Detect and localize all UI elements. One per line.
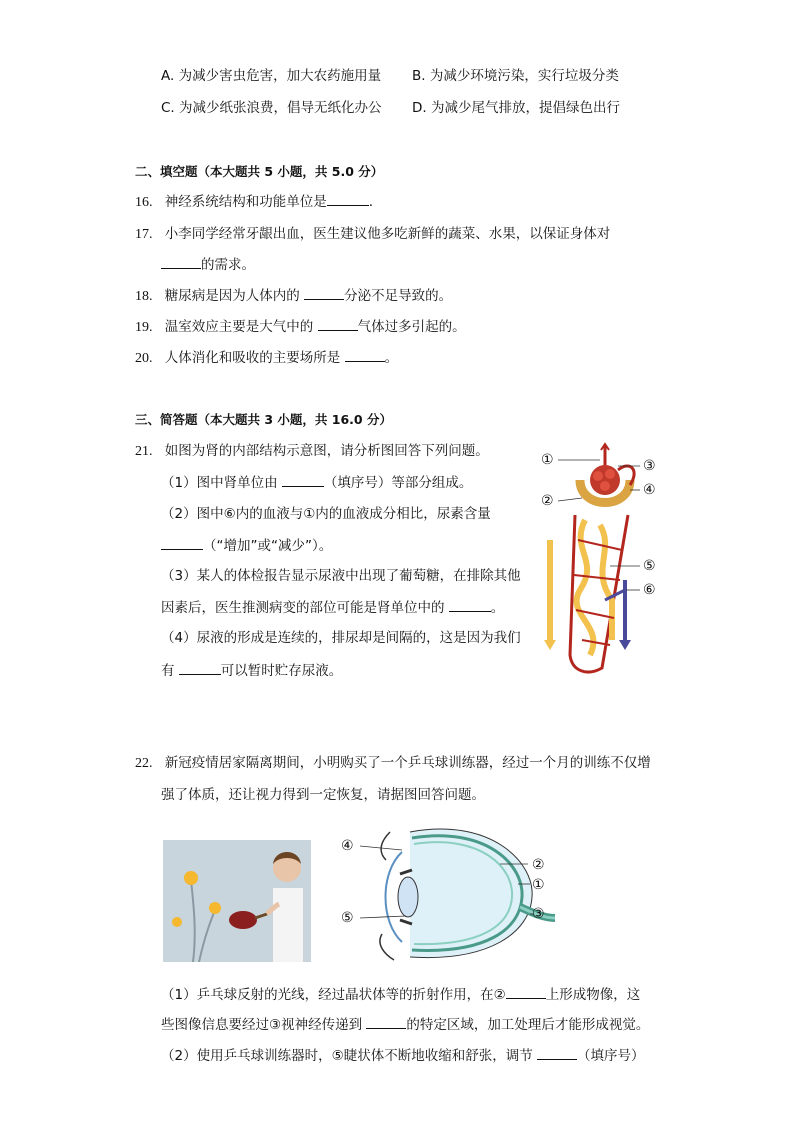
- q21-part2-after: （“增加”或“减少”）。: [203, 538, 333, 554]
- q21-intro-text: 如图为肾的内部结构示意图，请分析图回答下列问题。: [164, 443, 489, 459]
- vein-arrow: [619, 640, 631, 650]
- q21-part4-before: 有: [161, 663, 179, 679]
- q22-part1-after: 上形成物像，这: [545, 987, 641, 1003]
- q21-part3-line2: [161, 597, 504, 618]
- q22-part1-line2-after: 的特定区域，加工处理后才能形成视觉。: [406, 1017, 650, 1033]
- q21-part2-line1: （2）图中⑥内的血液与①内的血液成分相比，尿素含量: [161, 506, 491, 522]
- q20-after: 。: [384, 350, 399, 366]
- section2-heading: 二、填空题（本大题共 5 小题，共 5.0 分）: [135, 164, 384, 179]
- q22-part1-before: （1）乒乓球反射的光线，经过晶状体等的折射作用，在②: [161, 987, 506, 1003]
- q18: [135, 285, 452, 307]
- q22-number: 22.: [135, 756, 153, 771]
- q16-after: .: [368, 194, 374, 210]
- q19-before: 温室效应主要是大气中的: [164, 319, 318, 335]
- q18-blank[interactable]: [304, 285, 344, 300]
- q21-part2-line2: [161, 535, 332, 556]
- nephron-label-6: ⑥: [643, 582, 656, 598]
- q21-part3-before: 因素后，医生推测病变的部位可能是肾单位中的: [161, 600, 449, 616]
- q22-part1-line1: [161, 984, 640, 1005]
- nephron-label-5: ⑤: [643, 558, 656, 574]
- q21-part4-line2: [161, 660, 342, 681]
- q19: [135, 316, 466, 338]
- q17-line1: 小李同学经常牙龈出血，医生建议他多吃新鲜的蔬菜、水果，以保证身体对: [164, 226, 611, 242]
- q20: [135, 347, 398, 369]
- q21-part3-line1: （3）某人的体检报告显示尿液中出现了葡萄糖，在排除其他: [161, 568, 521, 584]
- q22-part2: [161, 1045, 644, 1066]
- q21-part1: [161, 472, 472, 493]
- nephron-label-1: ①: [541, 452, 554, 468]
- eye-diagram: [340, 822, 560, 967]
- q16: [135, 191, 373, 213]
- q22-part1-blank2[interactable]: [366, 1014, 406, 1029]
- q21-part4-line1: （4）尿液的形成是连续的，排尿却是间隔的，这是因为我们: [161, 630, 521, 646]
- q21-part4-after: 可以暂时贮存尿液。: [220, 663, 343, 679]
- loop-of-henle: [600, 525, 612, 640]
- nephron-label-3: ③: [643, 458, 656, 474]
- q21-part1-before: （1）图中肾单位由: [161, 475, 282, 491]
- q21-part4-blank[interactable]: [179, 660, 221, 675]
- eye-label-2: ②: [532, 857, 545, 873]
- q21-part1-after: （填序号）等部分组成。: [323, 475, 473, 491]
- q20-number: 20.: [135, 351, 153, 366]
- q18-before: 糖尿病是因为人体内的: [164, 288, 305, 304]
- q18-number: 18.: [135, 289, 153, 304]
- q22-line1-text: 新冠疫情居家隔离期间，小明购买了一个乒乓球训练器，经过一个月的训练不仅增: [164, 755, 651, 771]
- q16-number: 16.: [135, 195, 153, 210]
- q21-part2-blank[interactable]: [161, 535, 203, 550]
- q22-part2-before: （2）使用乒乓球训练器时，⑤睫状体不断地收缩和舒张，调节: [161, 1048, 537, 1064]
- q21-part1-blank[interactable]: [282, 472, 324, 487]
- q21-number: 21.: [135, 444, 153, 459]
- q17-line2-after: 的需求。: [201, 257, 255, 273]
- q22-part2-blank[interactable]: [537, 1045, 577, 1060]
- q15-option-d: D. 为减少尾气排放，提倡绿色出行: [412, 100, 620, 116]
- q15-option-a: A. 为减少害虫危害，加大农药施用量: [161, 68, 382, 84]
- q20-before: 人体消化和吸收的主要场所是: [164, 350, 345, 366]
- q17-number: 17.: [135, 227, 153, 242]
- ping-pong-ball-icon: [184, 871, 198, 885]
- q22-part2-after: （填序号）: [576, 1048, 645, 1064]
- q22-line1: [135, 753, 651, 774]
- q22-part1-blank1[interactable]: [506, 984, 546, 999]
- boy-shirt: [273, 888, 303, 962]
- q17-line2: [161, 254, 255, 275]
- eye-label-4: ④: [341, 838, 354, 854]
- q21-intro: [135, 441, 489, 462]
- q19-number: 19.: [135, 320, 153, 335]
- q16-blank[interactable]: [327, 191, 369, 206]
- q19-after: 气体过多引起的。: [357, 319, 466, 335]
- section3-heading: 三、简答题（本大题共 3 小题，共 16.0 分）: [135, 412, 392, 427]
- q16-text: 神经系统结构和功能单位是: [164, 194, 327, 210]
- lens: [398, 877, 418, 917]
- eye-label-5: ⑤: [341, 910, 354, 926]
- q15-option-b: B. 为减少环境污染，实行垃圾分类: [412, 68, 619, 84]
- nephron-label-4: ④: [643, 482, 656, 498]
- urine-arrow: [544, 640, 556, 650]
- q21-part3-blank[interactable]: [449, 597, 491, 612]
- q20-blank[interactable]: [345, 347, 385, 362]
- q22-part1-line2: [161, 1014, 649, 1035]
- q22-line2: 强了体质，还让视力得到一定恢复，请据图回答问题。: [161, 787, 485, 803]
- nephron-label-2: ②: [541, 493, 554, 509]
- q21-part3-after: 。: [490, 600, 505, 616]
- ping-pong-trainer-photo: [163, 840, 311, 962]
- q17: [135, 224, 610, 245]
- q22-part1-line2-before: 些图像信息要经过③视神经传递到: [161, 1017, 367, 1033]
- q15-option-c: C. 为减少纸张浪费，倡导无纸化办公: [161, 100, 382, 116]
- paddle-icon: [229, 911, 257, 929]
- eye-label-1: ①: [532, 877, 545, 893]
- q17-blank[interactable]: [161, 254, 201, 269]
- q19-blank[interactable]: [318, 316, 358, 331]
- q18-after: 分泌不足导致的。: [344, 288, 453, 304]
- eye-label-3: ③: [532, 906, 545, 922]
